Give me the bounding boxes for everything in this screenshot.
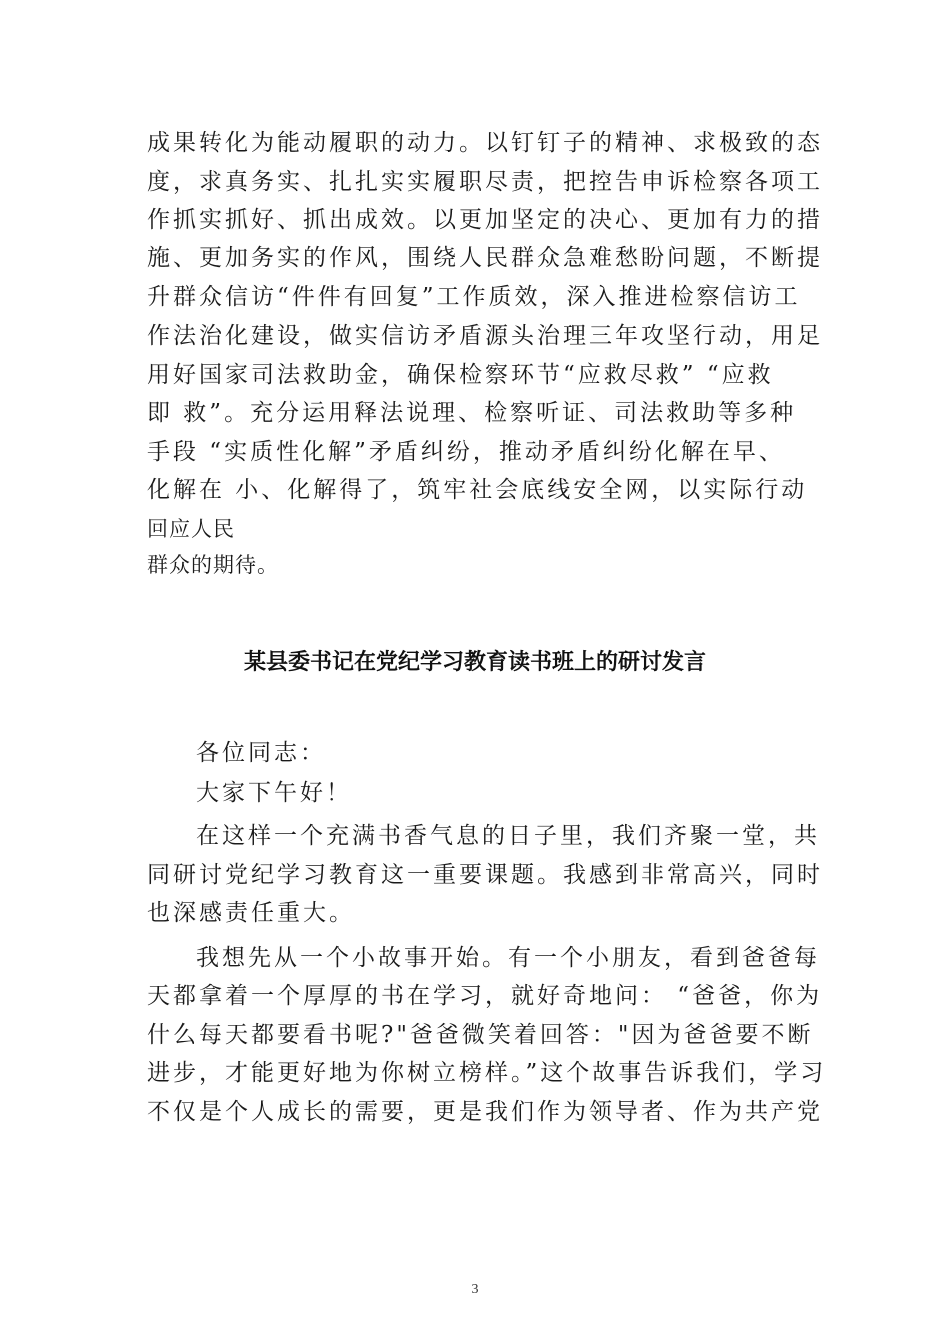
text-line: 在这样一个充满书香气息的日子里，我们齐聚一堂，共 — [196, 823, 820, 849]
text-line: 作抓实抓好、抓出成效。以更加坚定的决心、更加有力的措 — [147, 207, 823, 233]
text-line: 化解在 小、化解得了，筑牢社会底线安全网，以实际行动 — [147, 477, 808, 503]
text-line: 手段 “实质性化解”矛盾纠纷，推动矛盾纠纷化解在早、 — [147, 439, 785, 465]
text-line: 升群众信访“件件有回复”工作质效，深入推进检察信访工 — [147, 284, 801, 310]
text-line: 我想先从一个小故事开始。有一个小朋友，看到爸爸每 — [196, 945, 820, 971]
salutation: 各位同志： — [196, 740, 326, 766]
text-line: 回应人民 — [147, 517, 235, 541]
text-line: 群众的期待。 — [147, 553, 279, 577]
text-line: 什么每天都要看书呢?"爸爸微笑着回答："因为爸爸要不断 — [147, 1022, 814, 1048]
text-line: 施、更加务实的作风，围绕人民群众急难愁盼问题，不断提 — [147, 245, 823, 271]
text-line: 成果转化为能动履职的动力。以钉钉子的精神、求极致的态 — [147, 130, 823, 156]
text-line: 用好国家司法救助金，确保检察环节“应救尽救” “应救 — [147, 362, 774, 388]
text-line: 也深感责任重大。 — [147, 900, 355, 926]
text-line: 作法治化建设，做实信访矛盾源头治理三年攻坚行动，用足 — [147, 323, 823, 349]
text-line: 不仅是个人成长的需要，更是我们作为领导者、作为共产党 — [147, 1099, 823, 1125]
text-line: 同研讨党纪学习教育这一重要课题。我感到非常高兴，同时 — [147, 862, 823, 888]
text-line: 即 救”。充分运用释法说理、检察听证、司法救助等多种 — [147, 400, 797, 426]
text-line: 进步，才能更好地为你树立榜样。”这个故事告诉我们，学习 — [147, 1060, 827, 1086]
section-heading: 某县委书记在党纪学习教育读书班上的研讨发言 — [243, 650, 706, 675]
text-line: 度，求真务实、扎扎实实履职尽责，把控告申诉检察各项工 — [147, 169, 823, 195]
page-number: 3 — [471, 1282, 479, 1297]
greeting: 大家下午好！ — [196, 780, 352, 806]
text-line: 天都拿着一个厚厚的书在学习，就好奇地问： “爸爸，你为 — [147, 983, 823, 1009]
